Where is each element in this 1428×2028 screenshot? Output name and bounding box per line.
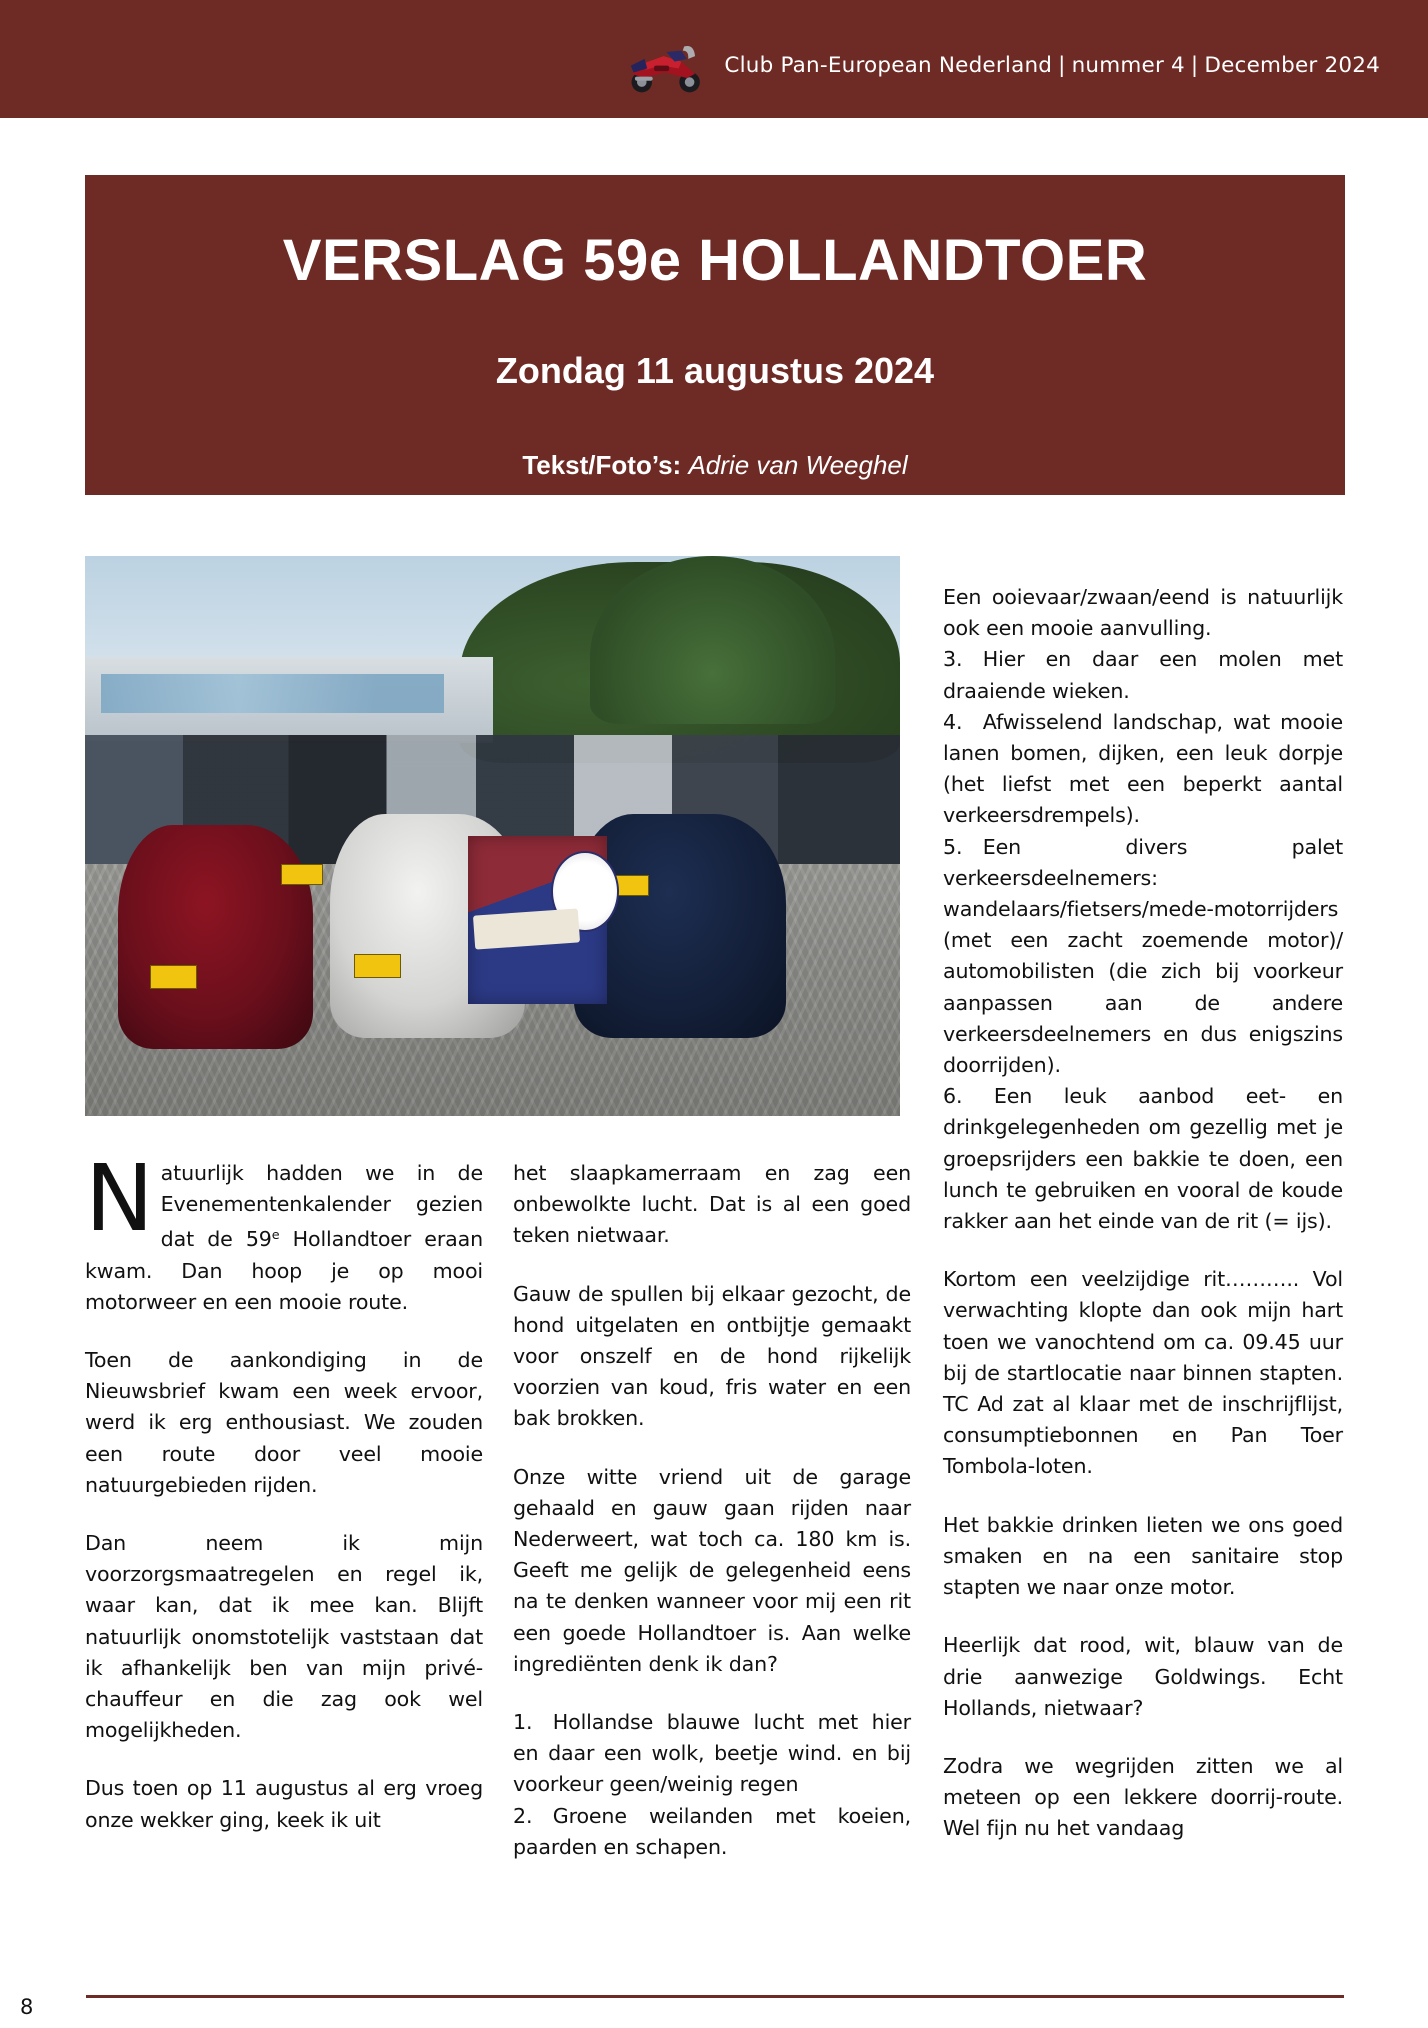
paragraph: Kortom een veelzijdige rit……….. Vol verwachting klopte dan ook mijn hart toen we vanochtend om ca. 09.45 uur bij de startlocatie naar binnen stapten. TC Ad zat al klaar met de inschrijflijst, consumptiebonnen en Pan Toer Tombola-loten. [943, 1267, 1343, 1479]
paragraph: het slaapkamerraam en zag een onbewolkte lucht. Dat is al een goed teken nietwaar. [513, 1161, 911, 1248]
photo-club-flag [468, 836, 607, 1004]
photo-license-plate [150, 965, 197, 989]
list-item: 4. Afwisselend landschap, wat mooie lanen bomen, dijken, een leuk dorpje (het liefst met een beperkt aantal verkeersdrempels). [943, 709, 1343, 828]
list-item: 2. Groene weilanden met koeien, paarden en schapen. [513, 1803, 911, 1859]
photo-motorcycle-red [118, 825, 314, 1049]
paragraph: Toen de aankondiging in de Nieuwsbrief kwam een week ervoor, werd ik erg enthousiast. We zouden een route door veel mooie natuurgebieden rijden. [85, 1348, 483, 1497]
issue-number: nummer 4 [1071, 52, 1185, 78]
masthead-content [624, 34, 1380, 96]
paragraph: Heerlijk dat rood, wit, blauw van de drie aanwezige Goldwings. Echt Hollands, nietwaar? [943, 1633, 1343, 1720]
paragraph: Dan neem ik mijn voorzorgsmaatregelen en regel ik, waar kan, dat ik mee kan. Blijft natuurlijk onomstotelijk vaststaan dat ik afhankelijk ben van mijn privé-chauffeur en die zag ook wel mogelijkheden. [85, 1531, 483, 1743]
article-subtitle: Zondag 11 augustus 2024 [495, 350, 935, 391]
article-title: VERSLAG 59e HOLLANDTOER [282, 228, 1148, 293]
list-item: 3. Hier en daar een molen met draaiende wieken. [943, 647, 1343, 703]
article-photo [85, 556, 900, 1116]
paragraph: Dus toen op 11 augustus al erg vroeg onze wekker ging, keek ik uit [85, 1776, 483, 1832]
credit-label: Tekst/Foto’s: [522, 450, 682, 480]
photo-license-plate [354, 954, 401, 978]
credit-author: Adrie van Weeghel [688, 450, 908, 480]
masthead-separator-1: | [1058, 52, 1066, 78]
photo-license-plate [281, 864, 324, 885]
paragraph: Zodra we wegrijden zitten we al meteen op een lekkere doorrij-route. Wel fijn nu het vandaag [943, 1753, 1343, 1841]
footer-divider [86, 1995, 1344, 1998]
publication-name: Club Pan-European Nederland [724, 52, 1053, 78]
masthead-separator-2: | [1190, 52, 1199, 78]
list-item: 5. Een divers palet verkeersdeelnemers: wandelaars/fietsers/mede-motorrijders (met een zacht zoemende motor)/ automobilisten (die zich bij voorkeur aanpassen aan de andere verkeersdeelnemers en dus enigszins doorrijden). [943, 834, 1343, 1078]
paragraph: Gauw de spullen bij elkaar gezocht, de hond uitgelaten en ontbijtje gemaakt voor onszelf en de hond rijkelijk voorzien van koud, fris water en een bak brokken. [513, 1281, 911, 1431]
page-number: 8 [20, 1995, 34, 2019]
masthead-bar [0, 0, 1428, 118]
masthead-text [724, 53, 1380, 78]
issue-date: December 2024 [1204, 52, 1380, 78]
paragraph: Natuurlijk hadden we in de Evenementenkalender gezien dat de 59e Hollandtoer eraan kwam. Dan hoop je op mooi motorweer en een mooie route. [85, 1145, 483, 1314]
list-item: 1. Hollandse blauwe lucht met hier en daar een wolk, beetje wind. en bij voorkeur geen/weinig regen [513, 1710, 911, 1797]
article-title-banner [85, 175, 1345, 495]
list-item: 6. Een leuk aanbod eet- en drinkgelegenheden om gezellig met je groepsrijders een bakkie te doen, een lunch te gebruiken en vooral de koude rakker aan het einde van de rit (= ijs). [943, 1084, 1343, 1234]
paragraph: Een ooievaar/zwaan/eend is natuurlijk ook een mooie aanvulling. [943, 585, 1343, 641]
photo-flag-banner [473, 908, 580, 949]
article-credit [85, 389, 1345, 478]
motorcycle-icon [624, 34, 706, 96]
photo-building-windows [101, 674, 443, 713]
paragraph: Onze witte vriend uit de garage gehaald en gauw gaan rijden naar Nederweert, wat toch ca. 180 km is. Geeft me gelijk de gelegenheid eens na te denken wanneer voor mij een rit een goede Hollandtoer is. Aan welke ingrediënten denk ik dan? [513, 1464, 911, 1676]
text-column-left [85, 1145, 483, 1836]
text-column-right [943, 582, 1343, 1845]
paragraph: Het bakkie drinken lieten we ons goed smaken en na een sanitaire stop stapten we naar onze motor. [943, 1512, 1343, 1600]
text-column-middle [513, 1158, 911, 1863]
